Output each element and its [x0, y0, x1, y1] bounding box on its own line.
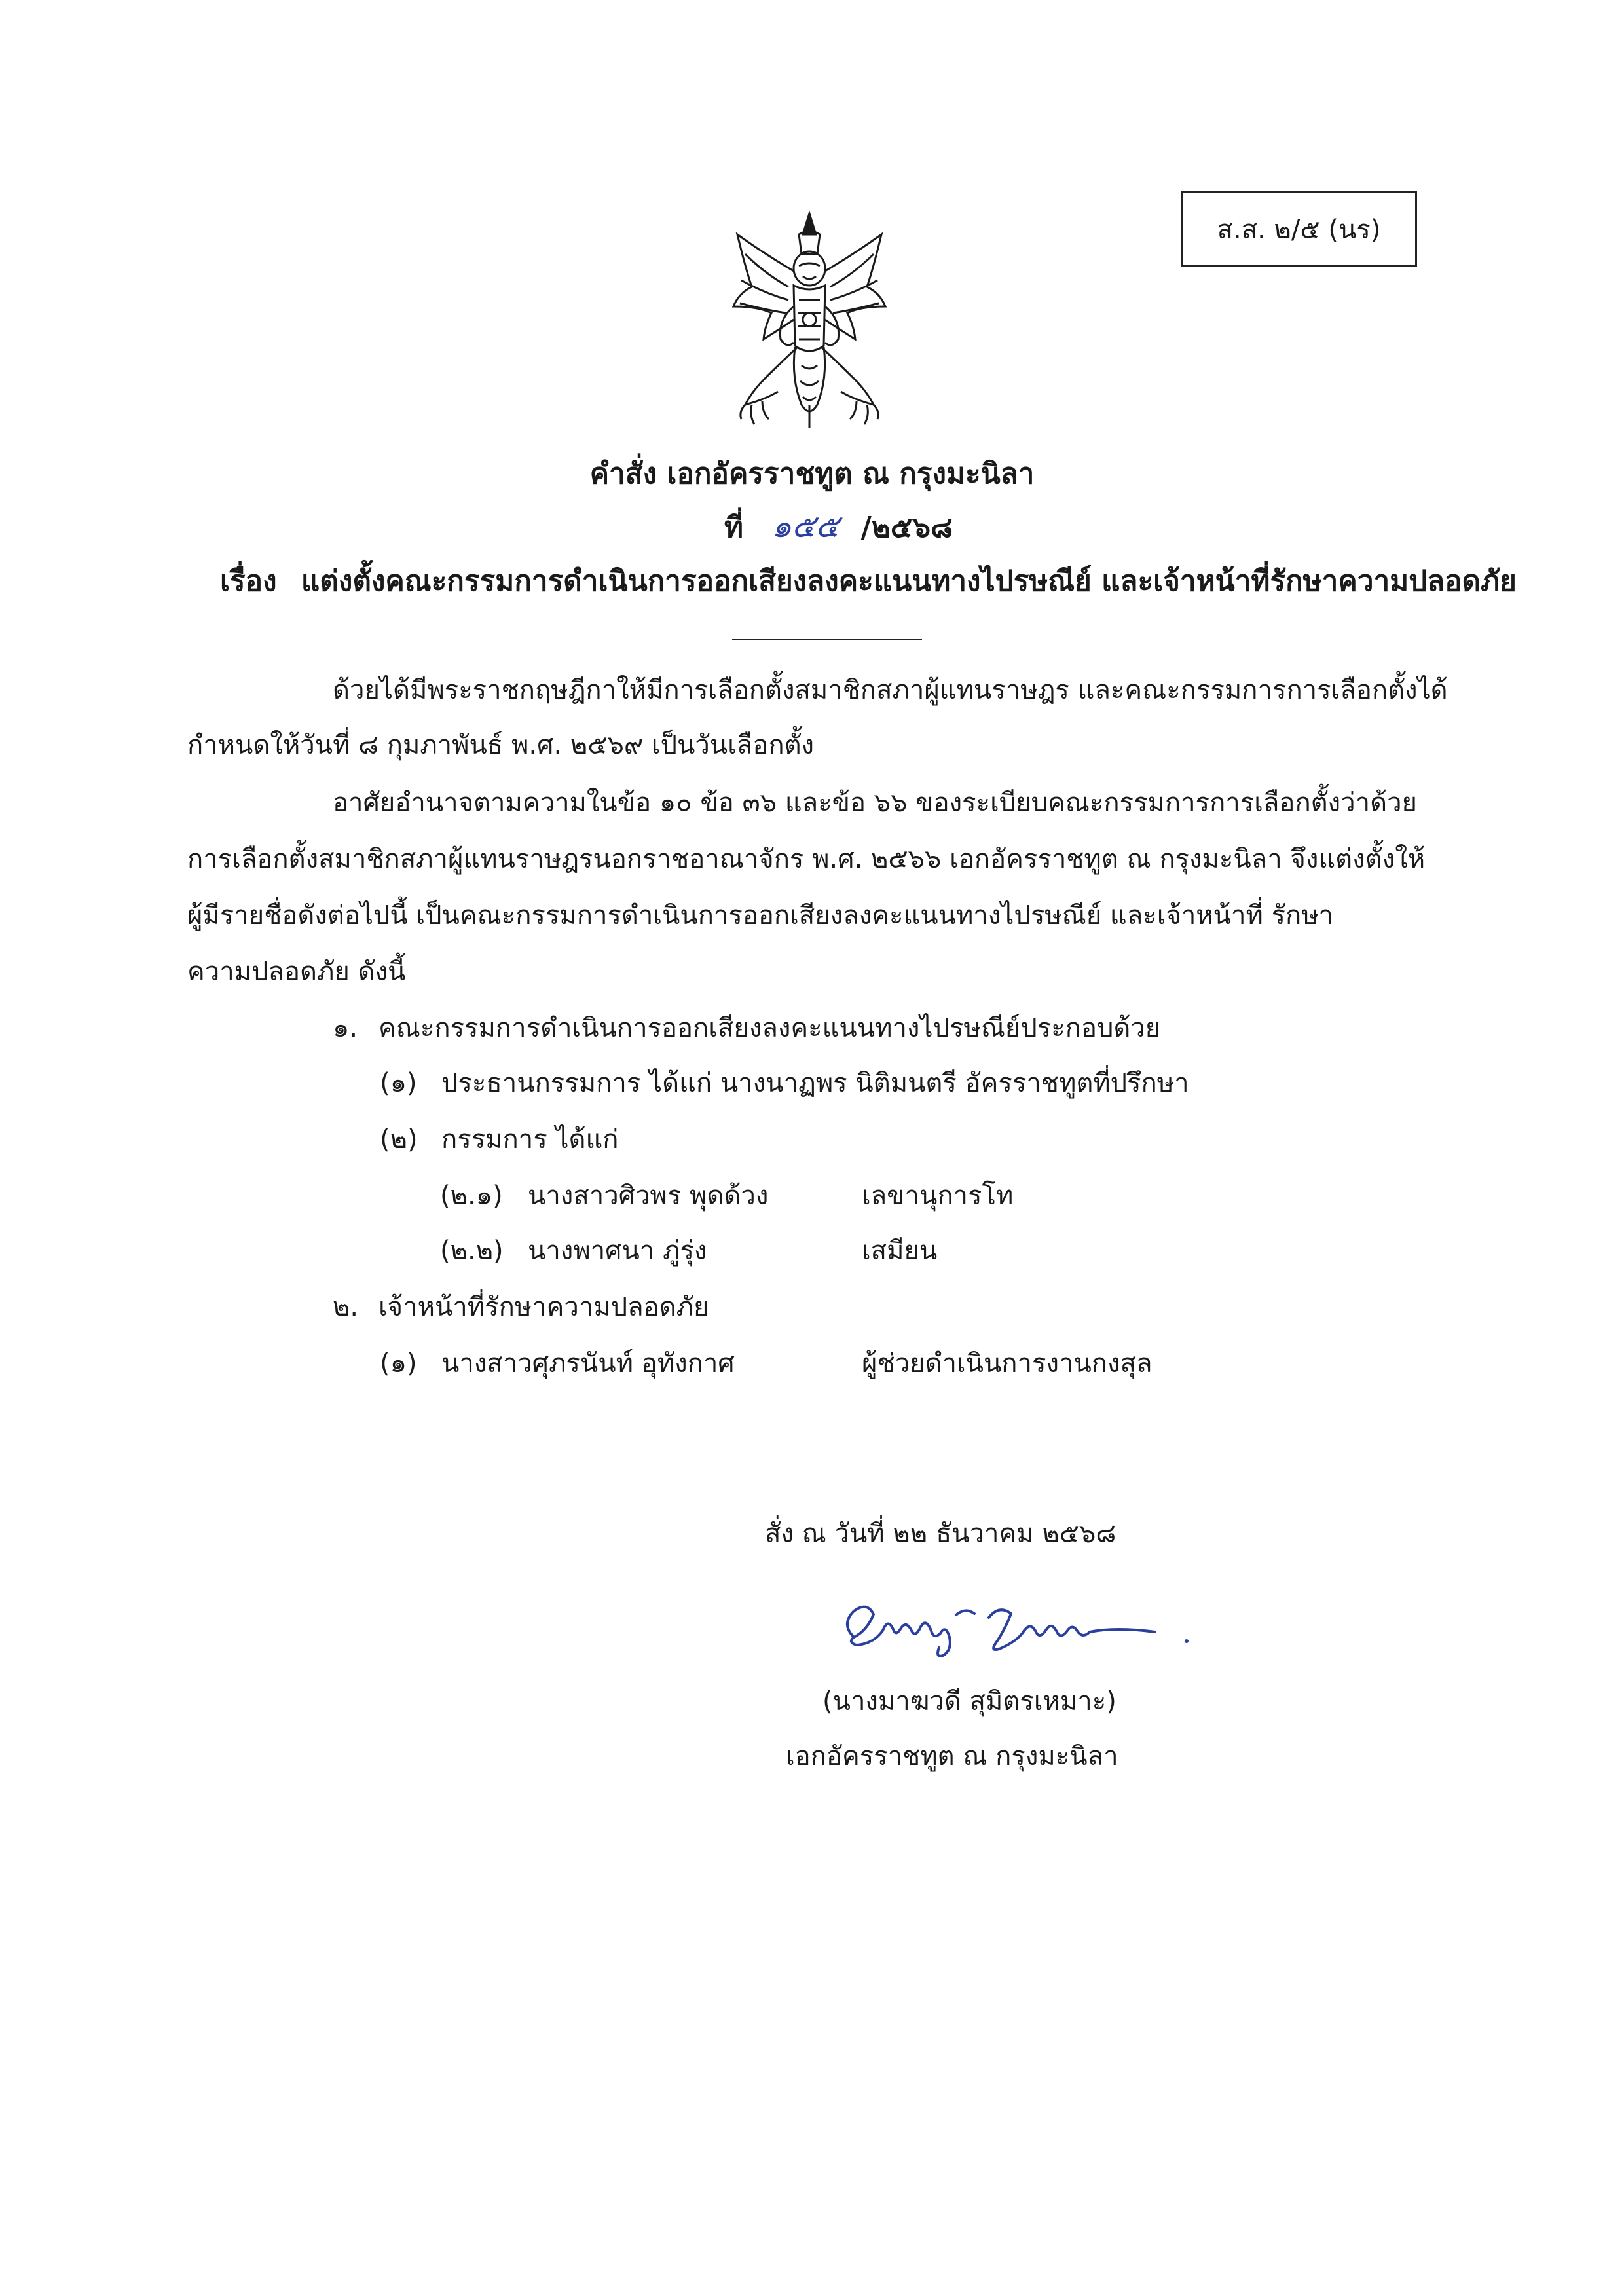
paragraph-1-line-1: ด้วยได้มีพระราชกฤษฎีกาให้มีการเลือกตั้งสมาชิกสภาผู้แทนราษฎร และคณะกรรมการการเลือกตั้งได้	[333, 675, 1448, 705]
item-1-1-text: ประธานกรรมการ ได้แก่ นางนาฏพร นิติมนตรี อัครราชทูตที่ปรึกษา	[441, 1068, 1189, 1098]
number-prefix: ที่	[724, 511, 744, 544]
member-2-label: (๒.๒)	[440, 1236, 504, 1266]
garuda-emblem	[726, 208, 893, 434]
member-1-position: เลขานุการโท	[862, 1181, 1014, 1211]
member-2-name: นางพาศนา ภู่รุ่ง	[528, 1236, 707, 1266]
section-1-text: คณะกรรมการดำเนินการออกเสียงลงคะแนนทางไปรษณีย์ประกอบด้วย	[378, 1013, 1161, 1043]
paragraph-2-line-1: อาศัยอำนาจตามความในข้อ ๑๐ ข้อ ๓๖ และข้อ ๖๖ ของระเบียบคณะกรรมการการเลือกตั้งว่าด้วย	[333, 788, 1417, 818]
signature-image	[828, 1585, 1191, 1663]
section-2-label: ๒.	[333, 1292, 359, 1322]
number-year: /๒๕๖๘	[860, 511, 953, 544]
separator-rule	[732, 639, 922, 640]
item-1-2-label: (๒)	[380, 1124, 418, 1155]
member-2-position: เสมียน	[862, 1236, 938, 1266]
form-code-box	[1181, 191, 1417, 267]
signer-title: เอกอัครราชทูต ณ กรุงมะนิลา	[786, 1741, 1118, 1771]
item-1-1-label: (๑)	[380, 1068, 417, 1098]
date-line: สั่ง ณ วันที่ ๒๒ ธันวาคม ๒๕๖๘	[765, 1519, 1116, 1549]
item-2-1-name: นางสาวศุภรนันท์ อุทังกาศ	[441, 1348, 735, 1379]
order-number	[724, 502, 953, 551]
subject-label: เรื่อง	[220, 565, 277, 598]
order-title: คำสั่ง เอกอัครราชทูต ณ กรุงมะนิลา	[589, 457, 1035, 491]
signer-name: (นางมาฆวดี สุมิตรเหมาะ)	[822, 1686, 1116, 1716]
paragraph-1-line-2: กำหนดให้วันที่ ๘ กุมภาพันธ์ พ.ศ. ๒๕๖๙ เป็นวันเลือกตั้ง	[187, 730, 815, 760]
paragraph-2-line-2: การเลือกตั้งสมาชิกสภาผู้แทนราษฎรนอกราชอาณาจักร พ.ศ. ๒๕๖๖ เอกอัครราชทูต ณ กรุงมะนิลา จึงแต่งตั้งให้	[187, 844, 1426, 874]
order-subject	[220, 558, 1517, 604]
paragraph-2-line-4: ความปลอดภัย ดังนี้	[187, 957, 406, 987]
item-1-2-text: กรรมการ ได้แก่	[441, 1124, 619, 1155]
item-2-1-label: (๑)	[380, 1348, 417, 1379]
paragraph-2-line-3: ผู้มีรายชื่อดังต่อไปนี้ เป็นคณะกรรมการดำเนินการออกเสียงลงคะแนนทางไปรษณีย์ และเจ้าหน้าที่ รักษา	[187, 900, 1334, 931]
subject-text: แต่งตั้งคณะกรรมการดำเนินการออกเสียงลงคะแนนทางไปรษณีย์ และเจ้าหน้าที่รักษาความปลอดภัย	[301, 565, 1517, 598]
handwritten-number: ๑๕๕	[771, 508, 840, 545]
form-code: ส.ส. ๒/๕ (นร)	[1217, 215, 1381, 245]
section-2-text: เจ้าหน้าที่รักษาความปลอดภัย	[378, 1292, 709, 1322]
section-1-label: ๑.	[333, 1013, 358, 1043]
member-1-label: (๒.๑)	[440, 1181, 503, 1211]
item-2-1-position: ผู้ช่วยดำเนินการงานกงสุล	[862, 1348, 1153, 1379]
member-1-name: นางสาวศิวพร พุดด้วง	[528, 1181, 769, 1211]
